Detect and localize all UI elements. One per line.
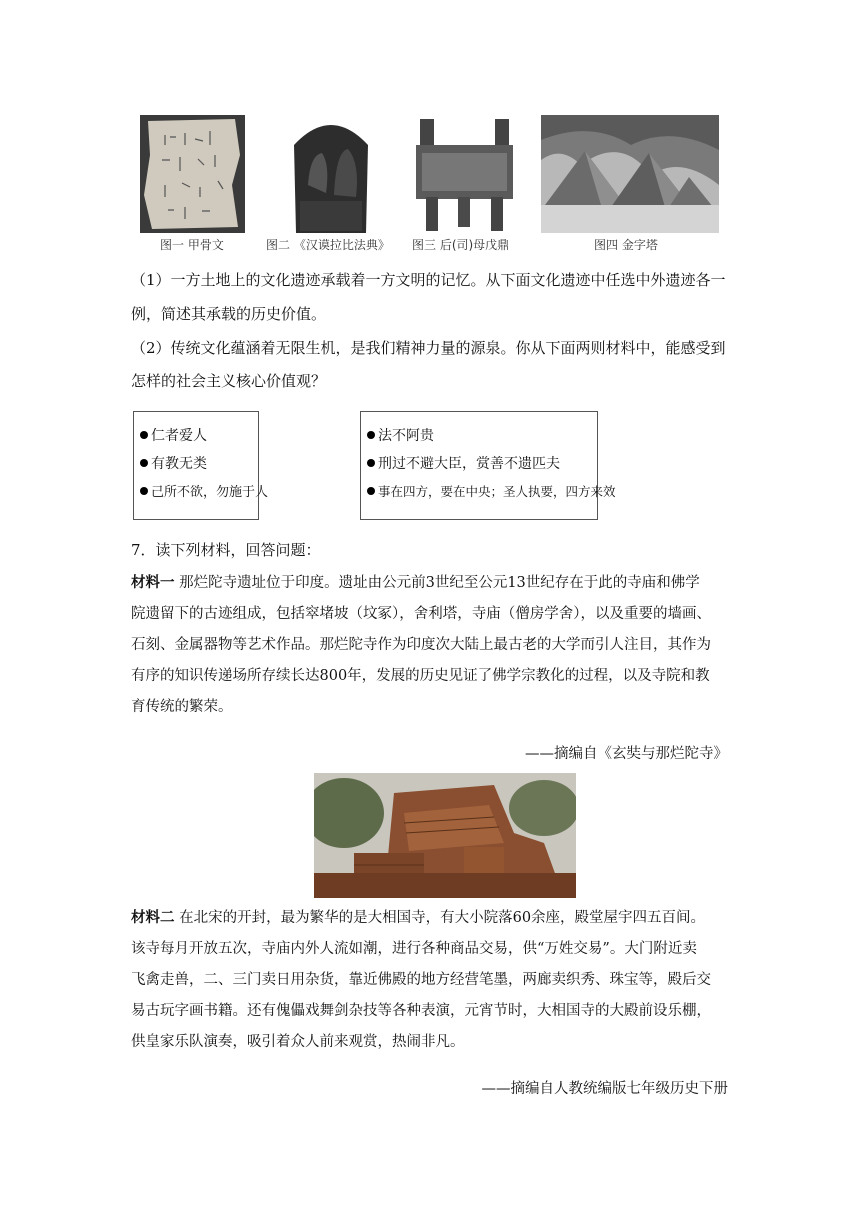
material-line: 有序的知识传递场所存续长达800年，发展的历史见证了佛学宗教化的过程，以及寺院和教: [131, 668, 710, 684]
material-one: [131, 568, 731, 723]
oracle-bone-image: [140, 115, 245, 233]
quote-line: 事在四方，要在中央；圣人执要，四方来效: [367, 478, 591, 506]
bullet-icon: [140, 459, 148, 467]
bullet-icon: [140, 431, 148, 439]
material-line: 飞禽走兽，二、三门卖日用杂货，靠近佛殿的地方经营笔墨，两廊卖织秀、珠宝等，殿后交: [131, 972, 711, 988]
material-line: 该寺每月开放五次，寺庙内外人流如潮，进行各种商品交易，供“万姓交易”。大门附近卖: [131, 941, 697, 957]
figure-caption: 图二 《汉谟拉比法典》: [266, 238, 390, 252]
material-line: 石刻、金属器物等艺术作品。那烂陀寺作为印度次大陆上最古老的大学而引人注目，其作为: [131, 637, 711, 653]
bullet-icon: [367, 459, 375, 467]
material-line: 易古玩字画书籍。还有傀儡戏舞剑杂技等各种表演，元宵节时，大相国寺的大殿前设乐棚，: [131, 1003, 711, 1019]
material-label: 材料一: [131, 575, 175, 591]
hammurabi-code-image: [286, 115, 376, 233]
figure-caption: 图四 金字塔: [594, 238, 658, 252]
question-part2-line1: （2）传统文化蕴涵着无限生机，是我们精神力量的源泉。你从下面两则材料中，能感受到: [131, 339, 726, 357]
nalanda-ruins-image: [314, 773, 576, 898]
quote-line: 己所不欲，勿施于人: [140, 478, 252, 506]
bullet-icon: [140, 487, 148, 495]
material-line: 材料二 在北宋的开封，最为繁华的是大相国寺，有大小院落60余座，殿堂屋宇四五百间。: [131, 910, 706, 926]
material-two: [131, 903, 731, 1058]
simuwu-ding-image: [412, 115, 517, 233]
question-part1-line1: （1）一方土地上的文化遗迹承载着一方文明的记忆。从下面文化遗迹中任选中外遗迹各一: [131, 271, 726, 289]
figure-caption: 图三 后(司)母戊鼎: [412, 238, 510, 252]
question-part2-line2: 怎样的社会主义核心价值观？: [131, 372, 327, 390]
material-line: 供皇家乐队演奏，吸引着众人前来观赏，热闹非凡。: [131, 1034, 465, 1050]
pyramid-image: [541, 115, 719, 233]
quote-box-right: [360, 411, 616, 520]
question-7-title: 7．读下列材料，回答问题：: [131, 541, 321, 559]
question-part1-line2: 例，简述其承载的历史价值。: [131, 305, 327, 323]
material-line: 育传统的繁荣。: [131, 699, 233, 715]
material-label: 材料二: [131, 910, 175, 926]
material-one-source: ——摘编自《玄奘与那烂陀寺》: [525, 746, 728, 762]
bullet-icon: [367, 487, 375, 495]
quote-box-left: [133, 411, 269, 520]
quote-line: 仁者爱人: [140, 422, 252, 450]
quote-line: 法不阿贵: [367, 422, 591, 450]
material-line: 院遗留下的古迹组成，包括窣堵坡（坟冢），舍利塔，寺庙（僧房学舍），以及重要的墙画、: [131, 606, 711, 622]
material-two-source: ——摘编自人教统编版七年级历史下册: [481, 1081, 728, 1097]
material-line: 材料一 那烂陀寺遗址位于印度。遗址由公元前3世纪至公元13世纪存在于此的寺庙和佛学: [131, 575, 700, 591]
bullet-icon: [367, 431, 375, 439]
quote-line: 有教无类: [140, 450, 252, 478]
quote-line: 刑过不避大臣，赏善不遗匹夫: [367, 450, 591, 478]
figure-caption: 图一 甲骨文: [160, 238, 224, 252]
